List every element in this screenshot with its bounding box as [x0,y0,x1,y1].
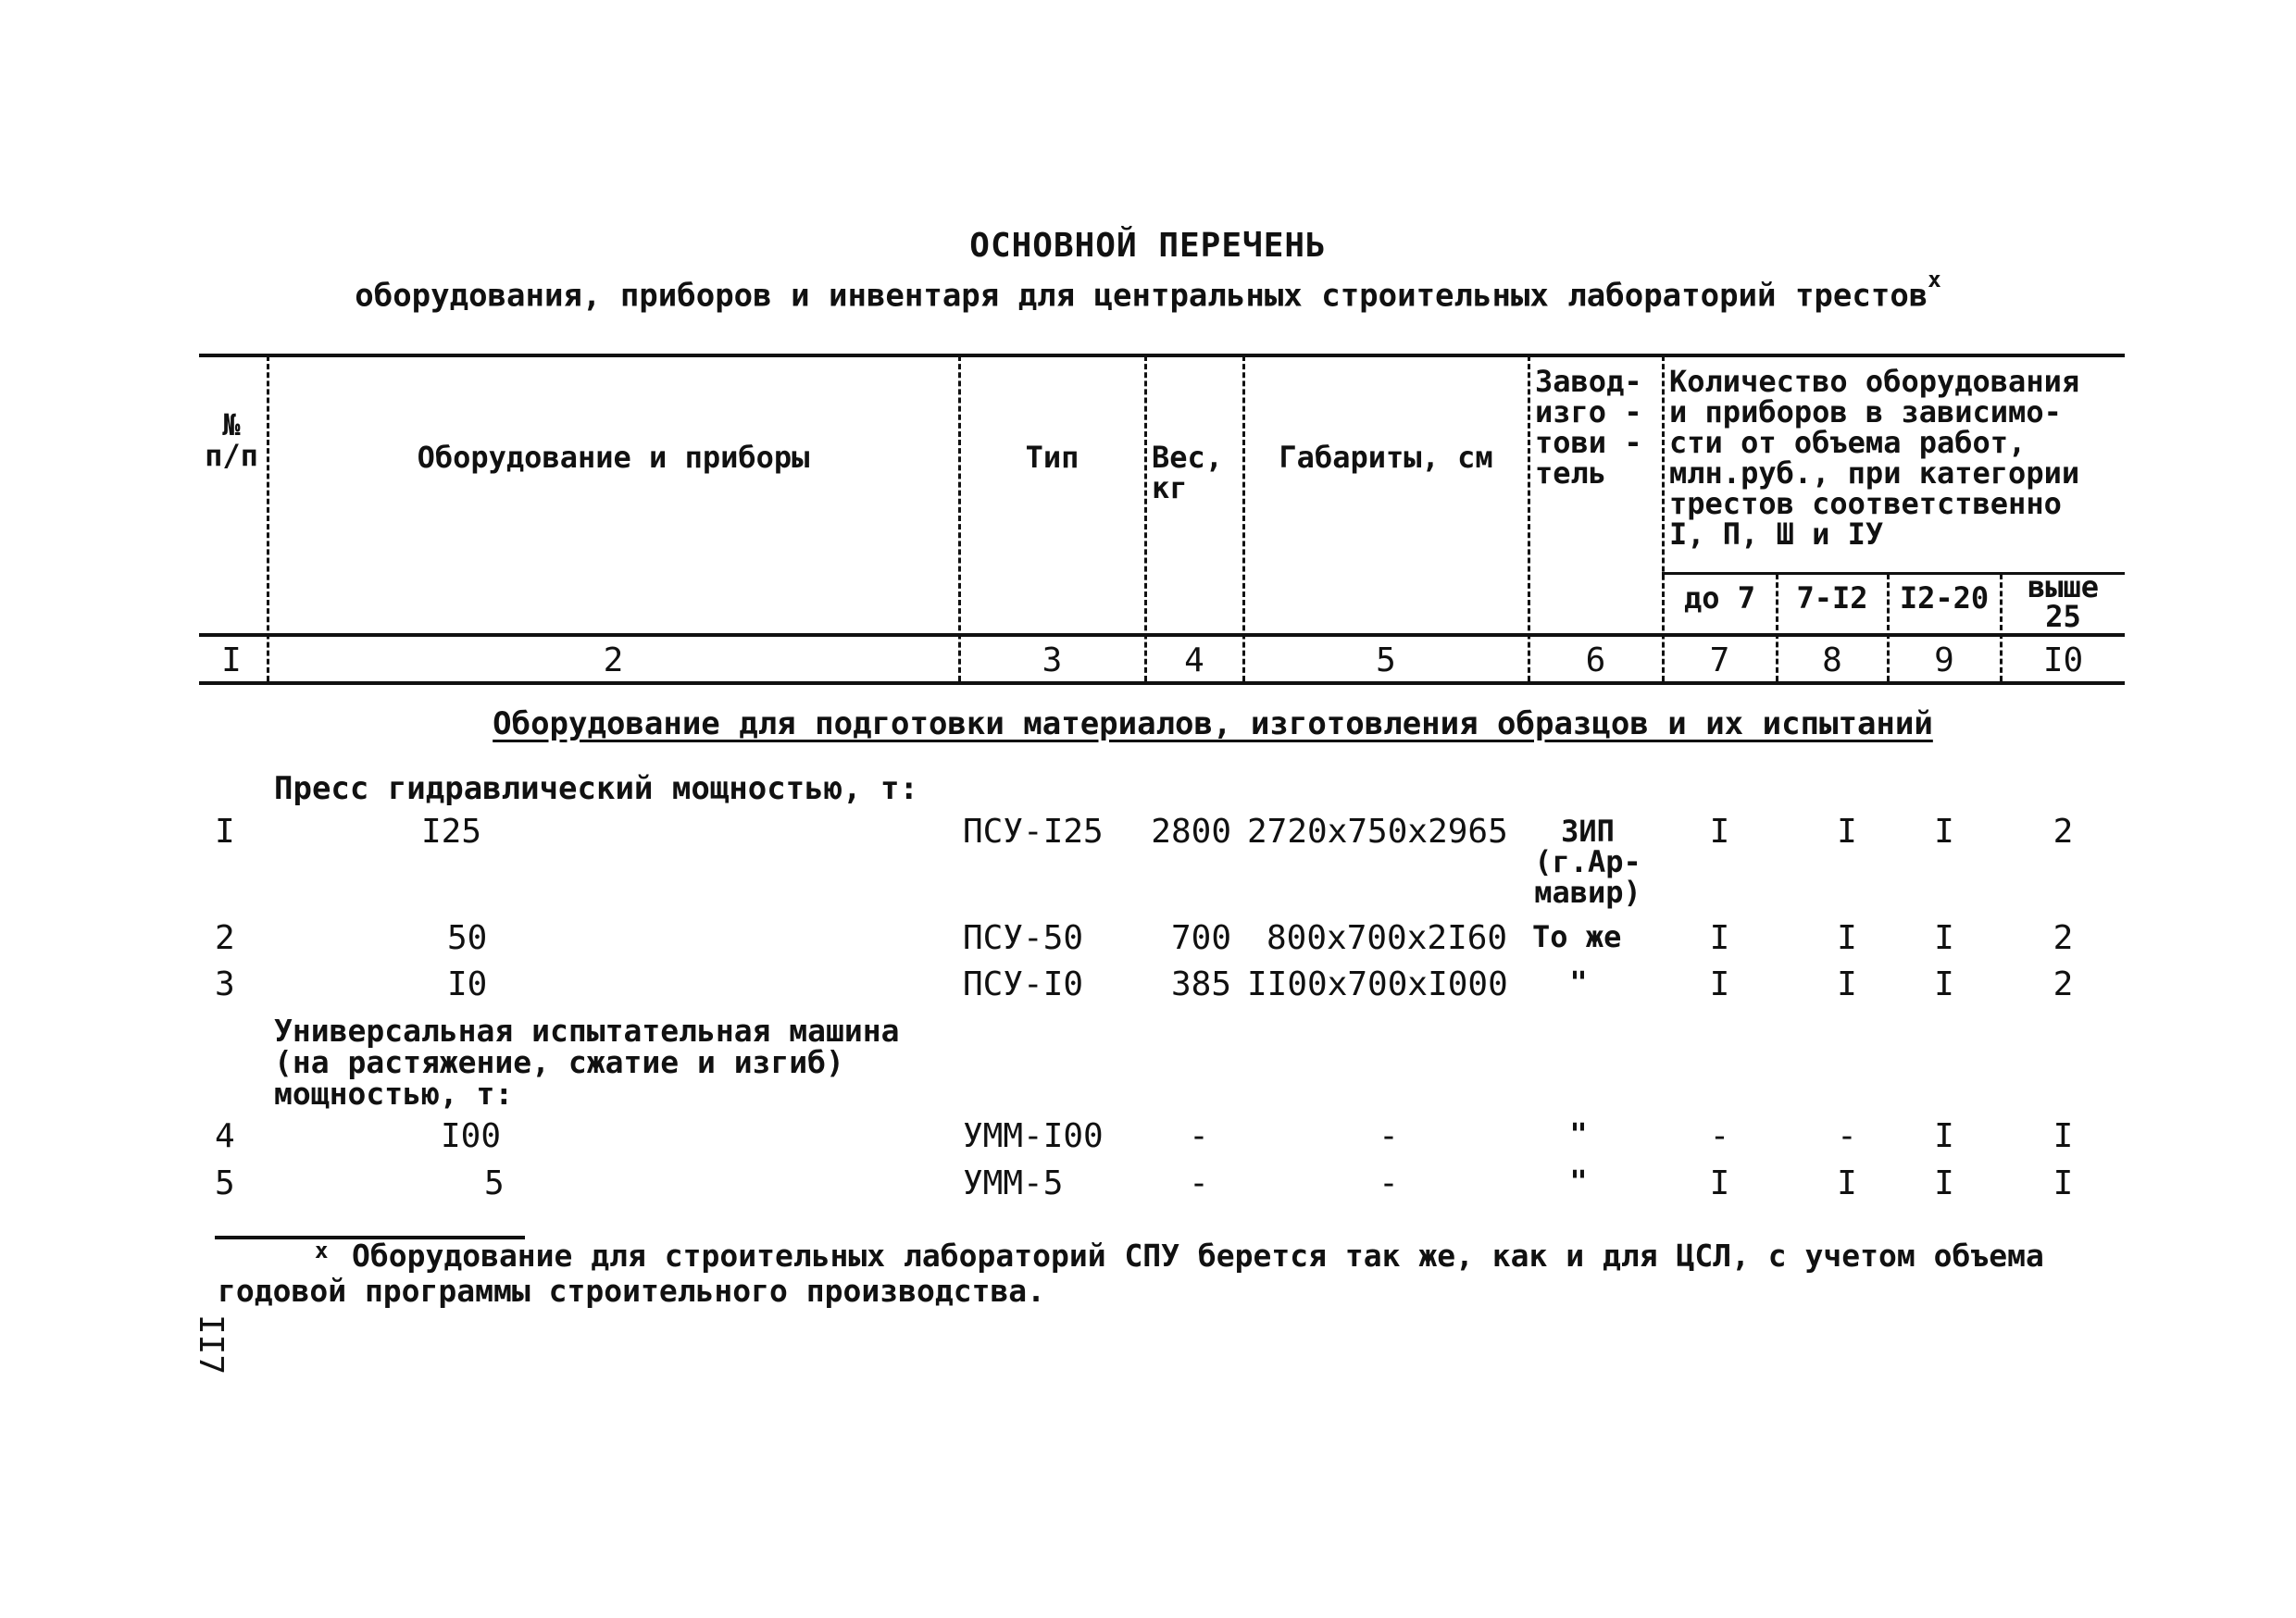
header-quantity-group: Количество оборудования и приборов в зависимо- сти от объема работ, млн.руб., при категории трестов соответственно I, П, Ш и IУ [1669,364,2080,552]
column-number: 4 [1184,641,1204,679]
page-number: II7 [192,1314,230,1375]
row-qty-up-to-7: - [1709,1117,1730,1155]
row-qty-above-25: 2 [2053,813,2074,851]
row-qty-12-20: I [1934,919,1954,957]
column-number: 8 [1822,641,1842,679]
row-type: УММ-5 [963,1164,1064,1202]
row-dimensions: - [1379,1164,1399,1202]
table-header-bottom-rule [199,633,2125,637]
row-weight: 2800 [1151,813,1231,851]
row-qty-7-12: I [1837,813,1857,851]
row-type: УММ-I00 [963,1117,1104,1155]
row-qty-7-12: I [1837,919,1857,957]
row-qty-above-25: 2 [2053,965,2074,1003]
row-name: 5 [484,1164,505,1202]
row-number: 3 [215,965,235,1003]
column-number: I [221,641,242,679]
row-number: 5 [215,1164,235,1202]
table-top-rule [199,354,2125,357]
column-number: 5 [1376,641,1396,679]
header-equipment: Оборудование и приборы [417,440,810,475]
footnote-text: Оборудование для строительных лабораторий СПУ берется так же, как и для ЦСЛ, с учетом объема годовой программы строительного производства. [218,1238,2044,1309]
row-qty-up-to-7: I [1709,965,1730,1003]
row-weight: 700 [1170,919,1231,957]
row-name: 50 [447,919,488,957]
row-qty-12-20: I [1934,1164,1954,1202]
row-weight: - [1189,1164,1209,1202]
column-separator [1662,355,1665,681]
column-number: I0 [2042,641,2084,679]
table-numbers-bottom-rule [199,681,2125,685]
row-qty-up-to-7: I [1709,813,1730,851]
row-weight: 385 [1170,965,1231,1003]
section-title: Оборудование для подготовки материалов, изготовления образцов и их испытаний [493,705,1933,742]
row-qty-up-to-7: I [1709,919,1730,957]
footnote-mark: x [315,1238,329,1263]
row-dimensions: 2720x750x2965 [1247,813,1508,851]
row-type: ПСУ-I25 [963,813,1104,851]
header-manufacturer: Завод- изго - тови - тель [1535,364,1642,491]
column-separator [958,355,961,681]
row-name: I0 [447,965,488,1003]
footnote [218,1238,2106,1309]
row-qty-7-12: I [1837,965,1857,1003]
row-name: I25 [421,813,482,851]
subtitle-text: оборудования, приборов и инвентаря для центральных строительных лабораторий трестов [355,277,1928,315]
group-title-universal-machine: Универсальная испытательная машина (на растяжение, сжатие и изгиб) мощностью, т: [274,1013,900,1112]
row-number: I [215,813,235,851]
row-dimensions: 800x700x2I60 [1267,919,1508,957]
column-number: 2 [603,641,624,679]
document-subtitle [0,267,2296,315]
row-manufacturer: " [1569,1164,1588,1199]
header-col-up-to-7: до 7 [1683,580,1756,616]
subtitle-footnote-mark: x [1928,267,1941,292]
row-type: ПСУ-I0 [963,965,1084,1003]
header-dimensions: Габариты, см [1279,440,1493,475]
row-type: ПСУ-50 [963,919,1084,957]
row-number: 4 [215,1117,235,1155]
row-qty-7-12: I [1837,1164,1857,1202]
document-title: ОСНОВНОЙ ПЕРЕЧЕНЬ [969,227,1327,265]
column-number: 3 [1042,641,1063,679]
header-weight: Вес, кг [1152,440,1224,505]
column-separator [267,355,269,681]
row-weight: - [1189,1117,1209,1155]
column-separator [1242,355,1245,681]
row-dimensions: - [1379,1117,1399,1155]
column-separator [1528,355,1530,681]
row-qty-12-20: I [1934,813,1954,851]
header-number: № п/п [205,407,258,473]
row-qty-7-12: - [1837,1117,1857,1155]
row-qty-above-25: I [2053,1164,2074,1202]
header-type: Тип [1025,440,1079,475]
row-manufacturer: " [1569,1116,1588,1151]
row-qty-above-25: 2 [2053,919,2074,957]
column-number: 6 [1585,641,1606,679]
row-qty-above-25: I [2053,1117,2074,1155]
header-col-7-12: 7-I2 [1796,580,1868,616]
header-col-above-25: выше 25 [2027,569,2100,634]
row-manufacturer: То же [1532,919,1622,954]
row-qty-up-to-7: I [1709,1164,1730,1202]
header-col-12-20: I2-20 [1899,580,1990,616]
column-separator [1144,355,1147,681]
column-number: 7 [1709,641,1730,679]
row-manufacturer: ЗИП (г.Ар- мавир) [1534,814,1641,910]
row-name: I00 [441,1117,502,1155]
row-dimensions: II00x700xI000 [1247,965,1508,1003]
row-manufacturer: " [1569,965,1588,1000]
row-qty-12-20: I [1934,965,1954,1003]
row-qty-12-20: I [1934,1117,1954,1155]
row-number: 2 [215,919,235,957]
column-number: 9 [1934,641,1954,679]
group-title-press: Пресс гидравлический мощностью, т: [274,770,918,807]
